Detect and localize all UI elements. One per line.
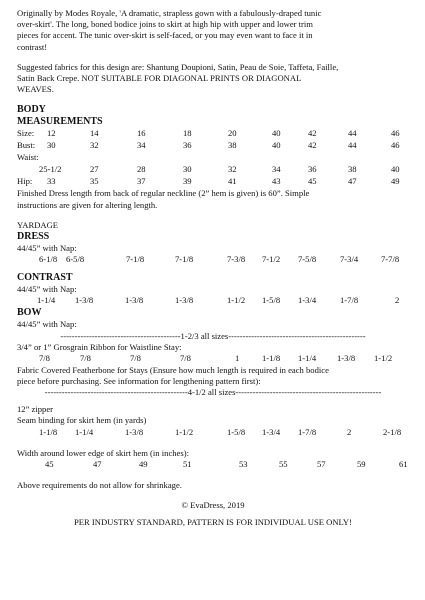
size-cell: 42 xyxy=(308,128,317,139)
hem-cell: 59 xyxy=(357,458,366,469)
copyright: © EvaDress, 2019 xyxy=(181,500,245,511)
ribbon-row xyxy=(17,353,409,365)
row-label: Size: xyxy=(17,128,35,139)
hem-cell: 51 xyxy=(183,458,192,469)
hip-cell: 45 xyxy=(308,176,317,187)
hem-width-row xyxy=(17,459,409,471)
yardage-cell: 7/8 xyxy=(39,352,50,363)
fabrics-line: Suggested fabrics for this design are: Shantung Doupioni, Satin, Peau de Soie, Taffeta, Faille, xyxy=(17,61,339,72)
yardage-cell: 7/8 xyxy=(130,352,141,363)
intro-line: pieces for accent. The tunic over-skirt is self-faced, or you may even want to face it in xyxy=(17,30,313,41)
bust-cell: 38 xyxy=(228,140,237,151)
yardage-cell: 6-5/8 xyxy=(66,254,85,265)
yardage-cell: 7/8 xyxy=(80,352,91,363)
waist-cell: 32 xyxy=(228,164,237,175)
featherbone-label: piece before purchasing. See information for lengthening pattern first): xyxy=(17,376,261,387)
fabrics-line: WEAVES. xyxy=(17,84,54,95)
featherbone-label: Fabric Covered Featherbone for Stays (Ensure how much length is required in each bodice xyxy=(17,364,329,375)
intro-line: contrast! xyxy=(17,41,48,52)
hem-cell: 55 xyxy=(279,458,288,469)
measurements-heading: MEASUREMENTS xyxy=(17,116,103,128)
seam-binding-row xyxy=(17,427,409,439)
size-row xyxy=(17,128,409,140)
hip-cell: 49 xyxy=(391,176,400,187)
size-cell: 44 xyxy=(348,128,357,139)
yardage-cell: 7-1/2 xyxy=(262,254,281,265)
yardage-cell: 1-5/8 xyxy=(227,426,246,437)
contrast-heading: CONTRAST xyxy=(17,272,73,284)
featherbone-all-sizes: --------------------------------------------------4-1/2 all sizes--------------------------------------------------- xyxy=(44,387,382,398)
intro-line: over-skirt'. The long, boned bodice joins to skirt at high hip with upper and lower trim xyxy=(17,19,313,30)
bust-cell: 30 xyxy=(47,140,56,151)
dress-length-note: instructions are given for altering length. xyxy=(17,199,158,210)
waist-cell: 27 xyxy=(90,164,99,175)
size-cell: 12 xyxy=(47,128,56,139)
yardage-cell: 7-7/8 xyxy=(381,254,400,265)
yardage-cell: 1-3/8 xyxy=(337,352,356,363)
bust-cell: 40 xyxy=(272,140,281,151)
hip-cell: 39 xyxy=(183,176,192,187)
hem-cell: 49 xyxy=(139,458,148,469)
yardage-cell: 1-1/4 xyxy=(298,352,317,363)
fabric-width-label: 44/45” with Nap: xyxy=(17,319,77,330)
hip-cell: 41 xyxy=(228,176,237,187)
hem-cell: 61 xyxy=(399,458,408,469)
yardage-cell: 6-1/8 xyxy=(39,254,58,265)
hip-cell: 47 xyxy=(348,176,357,187)
yardage-cell: 1-1/8 xyxy=(262,352,281,363)
hem-cell: 57 xyxy=(317,458,326,469)
yardage-cell: 1-3/4 xyxy=(298,295,317,306)
bust-cell: 44 xyxy=(348,140,357,151)
bust-cell: 32 xyxy=(90,140,99,151)
size-cell: 20 xyxy=(228,128,237,139)
yardage-cell: 2 xyxy=(395,295,400,306)
yardage-cell: 7-3/4 xyxy=(340,254,359,265)
fabrics-line: Satin Back Crepe. NOT SUITABLE FOR DIAGONAL PRINTS OR DIAGONAL xyxy=(17,73,302,84)
yardage-cell: 1-1/4 xyxy=(75,426,94,437)
waist-cell: 36 xyxy=(308,164,317,175)
size-cell: 14 xyxy=(90,128,99,139)
hip-cell: 43 xyxy=(272,176,281,187)
hem-cell: 53 xyxy=(239,458,248,469)
bust-cell: 34 xyxy=(137,140,146,151)
yardage-cell: 1-5/8 xyxy=(262,295,281,306)
waist-row xyxy=(17,164,409,176)
hem-cell: 45 xyxy=(45,458,54,469)
zipper-label: 12” zipper xyxy=(17,404,54,415)
waist-cell: 30 xyxy=(183,164,192,175)
size-cell: 16 xyxy=(137,128,146,139)
bow-all-sizes: ------------------------------------------1-2/3 all sizes------------------------------------------------ xyxy=(60,330,366,341)
yardage-cell: 1-1/2 xyxy=(227,295,246,306)
contrast-yardage-row xyxy=(17,295,409,307)
dress-heading: DRESS xyxy=(17,231,50,243)
waist-cell: 25-1/2 xyxy=(39,164,62,175)
yardage-cell: 7-5/8 xyxy=(298,254,317,265)
yardage-cell: 2 xyxy=(347,426,352,437)
waist-cell: 38 xyxy=(348,164,357,175)
row-label: Hip: xyxy=(17,176,33,187)
row-label: Bust: xyxy=(17,140,36,151)
dress-length-note: Finished Dress length from back of regular neckline (2” hem is given) is 60”. Simple xyxy=(17,188,310,199)
yardage-cell: 7-3/8 xyxy=(227,254,246,265)
hip-cell: 37 xyxy=(137,176,146,187)
bow-heading: BOW xyxy=(17,307,42,319)
size-cell: 18 xyxy=(183,128,192,139)
individual-use-notice: PER INDUSTRY STANDARD, PATTERN IS FOR INDIVIDUAL USE ONLY! xyxy=(74,517,352,528)
yardage-cell: 1-1/2 xyxy=(175,426,194,437)
yardage-cell: 7-1/8 xyxy=(175,254,194,265)
seam-binding-label: Seam binding for skirt hem (in yards) xyxy=(17,415,147,426)
yardage-cell: 2-1/8 xyxy=(383,426,402,437)
yardage-cell: 7/8 xyxy=(180,352,191,363)
yardage-cell: 7-1/8 xyxy=(126,254,145,265)
bust-cell: 36 xyxy=(183,140,192,151)
waist-cell: 40 xyxy=(391,164,400,175)
hip-row xyxy=(17,176,409,188)
waist-cell: 34 xyxy=(272,164,281,175)
yardage-cell: 1-7/8 xyxy=(298,426,317,437)
hip-cell: 33 xyxy=(47,176,56,187)
yardage-label: YARDAGE xyxy=(17,219,59,230)
yardage-cell: 1-3/8 xyxy=(75,295,94,306)
measurements-heading: BODY xyxy=(17,104,46,116)
fabric-width-label: 44/45” with Nap: xyxy=(17,243,77,254)
yardage-cell: 1-3/8 xyxy=(175,295,194,306)
bust-cell: 42 xyxy=(308,140,317,151)
dress-yardage-row xyxy=(17,254,409,266)
shrinkage-note: Above requirements do not allow for shrinkage. xyxy=(17,479,182,490)
waist-label-row xyxy=(17,152,409,164)
yardage-cell: 1-1/8 xyxy=(39,426,58,437)
hip-cell: 35 xyxy=(90,176,99,187)
hem-width-label: Width around lower edge of skirt hem (in inches): xyxy=(17,447,189,458)
hem-cell: 47 xyxy=(93,458,102,469)
size-cell: 40 xyxy=(272,128,281,139)
ribbon-label: 3/4” or 1” Grosgrain Ribbon for Waistline Stay: xyxy=(17,341,182,352)
yardage-cell: 1-1/4 xyxy=(37,295,56,306)
intro-line: Originally by Modes Royale, 'A dramatic, strapless gown with a fabulously-draped tunic xyxy=(17,8,322,18)
row-label: Waist: xyxy=(17,152,39,163)
size-cell: 46 xyxy=(391,128,400,139)
yardage-cell: 1-3/8 xyxy=(125,295,144,306)
yardage-cell: 1-1/2 xyxy=(374,352,393,363)
yardage-cell: 1-3/4 xyxy=(262,426,281,437)
yardage-cell: 1-3/8 xyxy=(125,426,144,437)
waist-cell: 28 xyxy=(137,164,146,175)
yardage-cell: 1 xyxy=(235,352,240,363)
yardage-cell: 1-7/8 xyxy=(340,295,359,306)
bust-row xyxy=(17,140,409,152)
bust-cell: 46 xyxy=(391,140,400,151)
fabric-width-label: 44/45” with Nap: xyxy=(17,284,77,295)
